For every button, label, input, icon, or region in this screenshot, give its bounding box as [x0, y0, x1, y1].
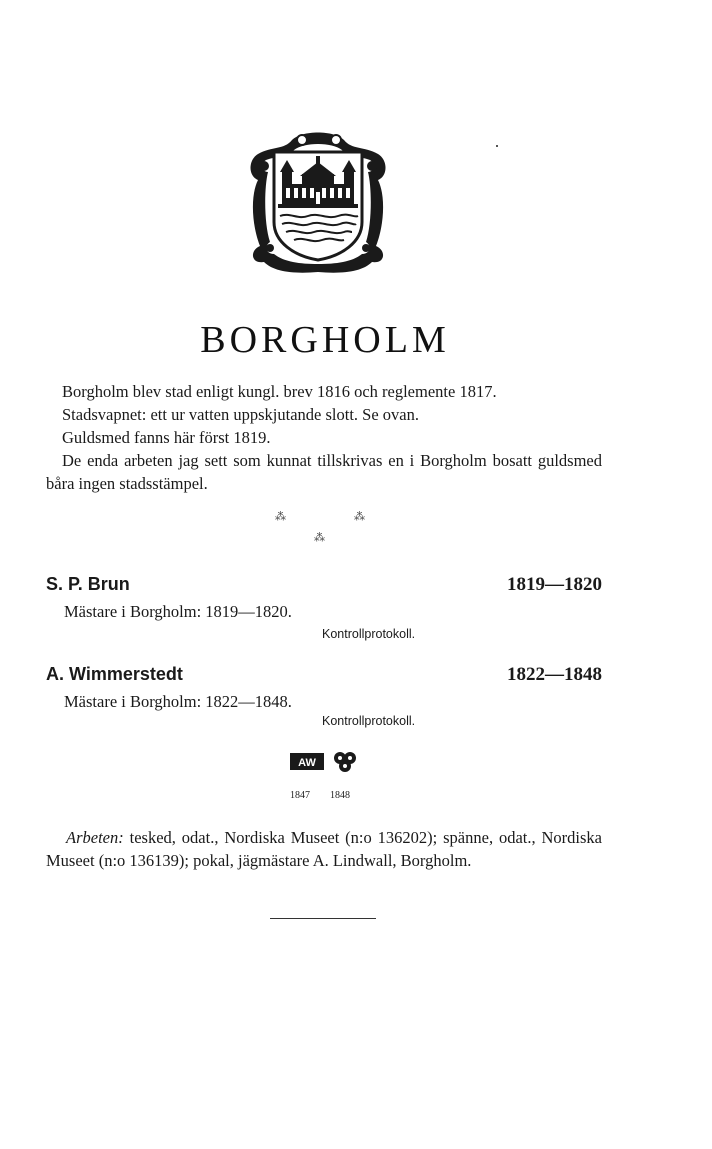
hallmark-year: 1847	[290, 790, 310, 801]
page-title: BORGHOLM	[200, 319, 450, 361]
intro-text	[46, 380, 602, 495]
active-years: 1819—1820	[507, 574, 602, 595]
works-text: tesked, odat., Nordiska Museet (n:o 136202); spänne, odat., Nordiska Museet (n:o 136139); pokal, jägmästare A. Lindwall, Borgholm.	[46, 828, 602, 870]
entry-heading	[46, 664, 602, 686]
entry-heading	[46, 574, 602, 596]
master-line: Mästare i Borgholm: 1819—1820.	[64, 602, 292, 621]
separator-star: ⁂	[314, 532, 325, 544]
works-paragraph	[46, 826, 602, 872]
source-note: Kontrollprotokoll.	[322, 627, 416, 641]
source-note: Kontrollprotokoll.	[322, 714, 416, 728]
master-line: Mästare i Borgholm: 1822—1848.	[64, 692, 292, 711]
intro-line: Stadsvapnet: ett ur vatten uppskjutande slott. Se ovan.	[62, 405, 419, 424]
separator-star: ⁂	[275, 511, 286, 523]
hallmark-year: 1848	[330, 790, 350, 801]
speck-mark	[496, 145, 498, 147]
intro-line: Guldsmed fanns här först 1819.	[62, 428, 271, 447]
goldsmith-name: S. P. Brun	[46, 574, 130, 594]
closing-rule	[270, 918, 376, 919]
coat-of-arms-image	[244, 126, 392, 276]
separator-star: ⁂	[354, 511, 365, 523]
hallmark-initials: AW	[298, 757, 316, 769]
works-lead: Arbeten:	[66, 828, 124, 847]
active-years: 1822—1848	[507, 664, 602, 685]
hallmarks-image	[290, 750, 370, 774]
intro-line: De enda arbeten jag sett som kunnat tillskrivas en i Borgholm bosatt guldsmed båra ingen stadsstämpel.	[46, 451, 602, 493]
goldsmith-name: A. Wimmerstedt	[46, 664, 183, 684]
intro-line: Borgholm blev stad enligt kungl. brev 1816 och reglemente 1817.	[62, 382, 497, 401]
